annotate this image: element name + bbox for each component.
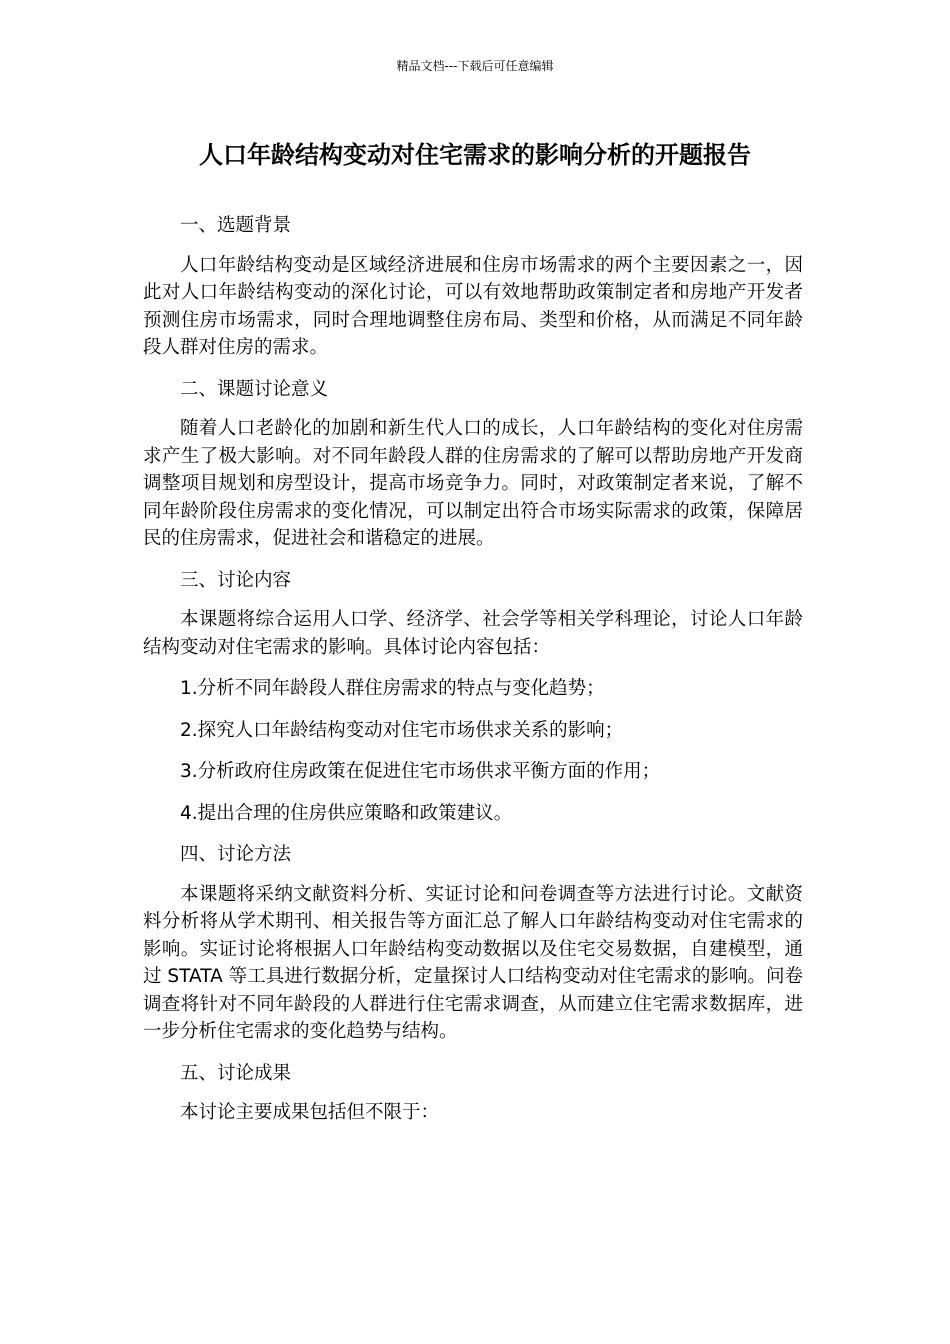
paragraph-background: 人口年龄结构变动是区域经济进展和住房市场需求的两个主要因素之一，因此对人口年龄结构变动的深化讨论，可以有效地帮助政策制定者和房地产开发者预测住房市场需求，同时合理地调整住房布局、类型和价格，从而满足不同年龄段人群对住房的需求。 <box>143 254 803 358</box>
page-header: 精品文档---下载后可任意编辑 <box>396 59 554 73</box>
list-item: 1.分析不同年龄段人群住房需求的特点与变化趋势； <box>180 678 605 699</box>
list-item: 4.提出合理的住房供应策略和政策建议。 <box>180 802 513 824</box>
section-heading-methods: 四、讨论方法 <box>180 844 292 865</box>
paragraph-results-intro: 本讨论主要成果包括但不限于： <box>180 1102 440 1123</box>
document-title: 人口年龄结构变动对住宅需求的影响分析的开题报告 <box>199 141 751 169</box>
section-heading-significance: 二、课题讨论意义 <box>180 378 329 400</box>
section-heading-results: 五、讨论成果 <box>180 1062 292 1084</box>
section-heading-background: 一、选题背景 <box>180 215 292 236</box>
document-body <box>143 212 803 1141</box>
section-heading-content: 三、讨论内容 <box>180 569 292 591</box>
paragraph-significance: 随着人口老龄化的加剧和新生代人口的成长，人口年龄结构的变化对住房需求产生了极大影响。对不同年龄段人群的住房需求的了解可以帮助房地产开发商调整项目规划和房型设计，提高市场竞争力。同时，对政策制定者来说，了解不同年龄阶段住房需求的变化情况，可以制定出符合市场实际需求的政策，保障居民的住房需求，促进社会和谐稳定的进展。 <box>143 418 803 549</box>
paragraph-methods: 本课题将采纳文献资料分析、实证讨论和问卷调查等方法进行讨论。文献资料分析将从学术期刊、相关报告等方面汇总了解人口年龄结构变动对住宅需求的影响。实证讨论将根据人口年龄结构变动数据以及住宅交易数据，自建模型，通过 STATA 等工具进行数据分析，定量探讨人口结构变动对住宅需求的影响。问卷调查将针对不同年龄段的人群进行住宅需求调查，从而建立住宅需求数据库，进一步分析住宅需求的变化趋势与结构。 <box>143 883 803 1042</box>
list-item: 3.分析政府住房政策在促进住宅市场供求平衡方面的作用； <box>180 761 661 782</box>
list-item: 2.探究人口年龄结构变动对住宅市场供求关系的影响； <box>180 719 624 741</box>
paragraph-content-intro: 本课题将综合运用人口学、经济学、社会学等相关学科理论，讨论人口年龄结构变动对住宅需求的影响。具体讨论内容包括： <box>143 609 803 658</box>
